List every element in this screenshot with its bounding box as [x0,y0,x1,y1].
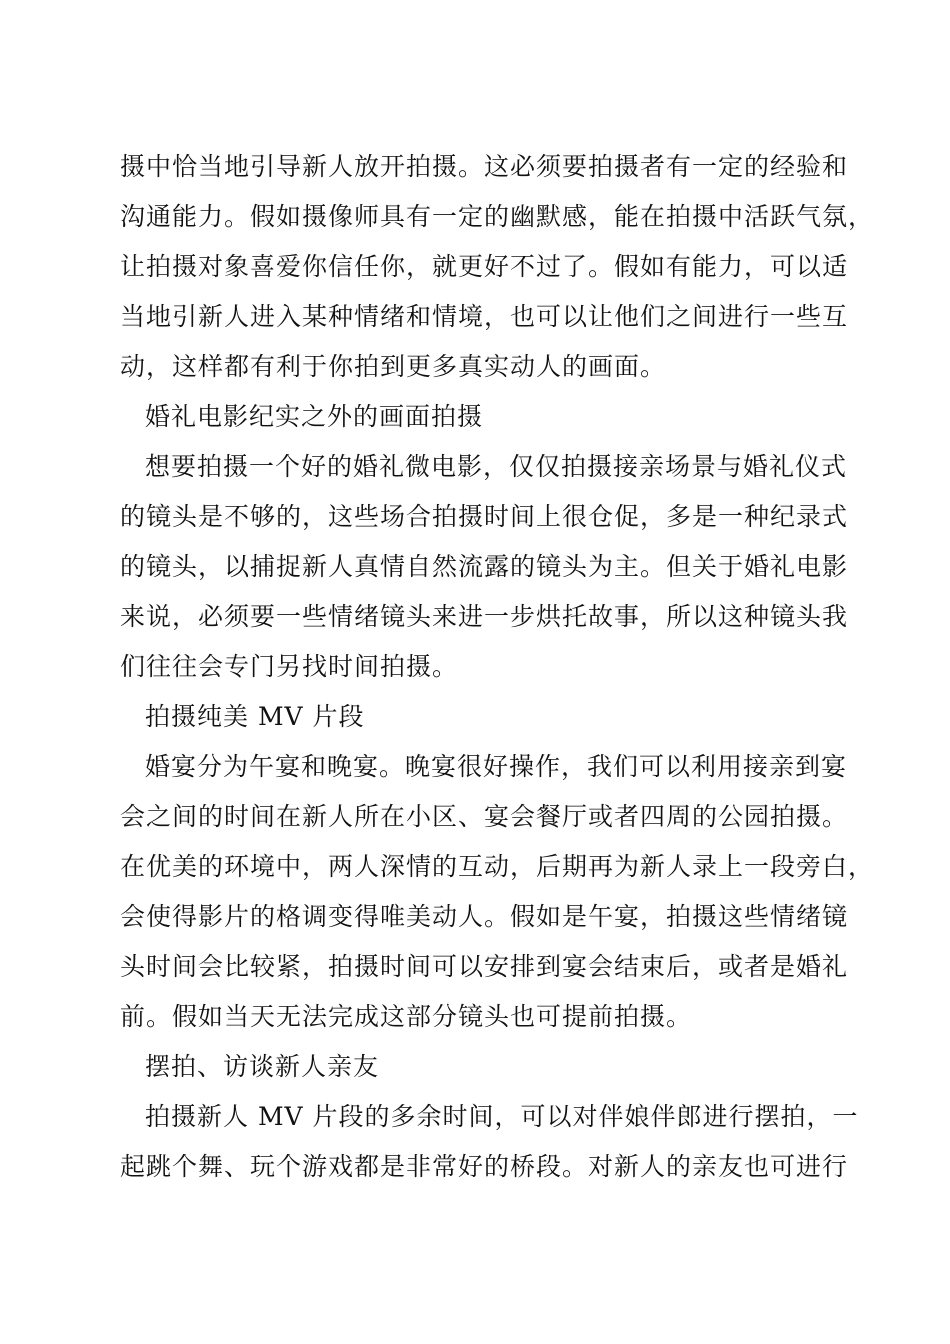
paragraph-line: 想要拍摄一个好的婚礼微电影，仅仅拍摄接亲场景与婚礼仪式 [145,452,848,481]
paragraph-line: 当地引新人进入某种情绪和情境，也可以让他们之间进行一些互 [120,302,849,331]
section-heading: 婚礼电影纪实之外的画面拍摄 [145,402,484,431]
paragraph-line: 动，这样都有利于你拍到更多真实动人的画面。 [120,352,667,381]
paragraph-line: 沟通能力。假如摄像师具有一定的幽默感，能在拍摄中活跃气氛， [120,202,875,231]
paragraph-line: 会使得影片的格调变得唯美动人。假如是午宴，拍摄这些情绪镜 [120,902,849,931]
paragraph-line: 头时间会比较紧，拍摄时间可以安排到宴会结束后，或者是婚礼 [120,952,849,981]
paragraph-line: 们往往会专门另找时间拍摄。 [120,652,459,681]
section-heading: 摆拍、访谈新人亲友 [145,1052,380,1081]
paragraph-line: 的镜头，以捕捉新人真情自然流露的镜头为主。但关于婚礼电影 [120,552,849,581]
section-heading: 拍摄纯美 MV 片段 [145,702,365,731]
paragraph-line: 摄中恰当地引导新人放开拍摄。这必须要拍摄者有一定的经验和 [120,152,849,181]
paragraph-line: 前。假如当天无法完成这部分镜头也可提前拍摄。 [120,1002,693,1031]
paragraph-line: 拍摄新人 MV 片段的多余时间，可以对伴娘伴郎进行摆拍，一 [145,1102,859,1131]
paragraph-line: 婚宴分为午宴和晚宴。晚宴很好操作，我们可以利用接亲到宴 [145,752,848,781]
paragraph-line: 的镜头是不够的，这些场合拍摄时间上很仓促，多是一种纪录式 [120,502,849,531]
paragraph-line: 在优美的环境中，两人深情的互动，后期再为新人录上一段旁白， [120,852,875,881]
paragraph-line: 会之间的时间在新人所在小区、宴会餐厅或者四周的公园拍摄。 [120,802,849,831]
paragraph-line: 让拍摄对象喜爱你信任你，就更好不过了。假如有能力，可以适 [120,252,849,281]
paragraph-line: 来说，必须要一些情绪镜头来进一步烘托故事，所以这种镜头我 [120,602,849,631]
paragraph-line: 起跳个舞、玩个游戏都是非常好的桥段。对新人的亲友也可进行 [120,1152,849,1181]
